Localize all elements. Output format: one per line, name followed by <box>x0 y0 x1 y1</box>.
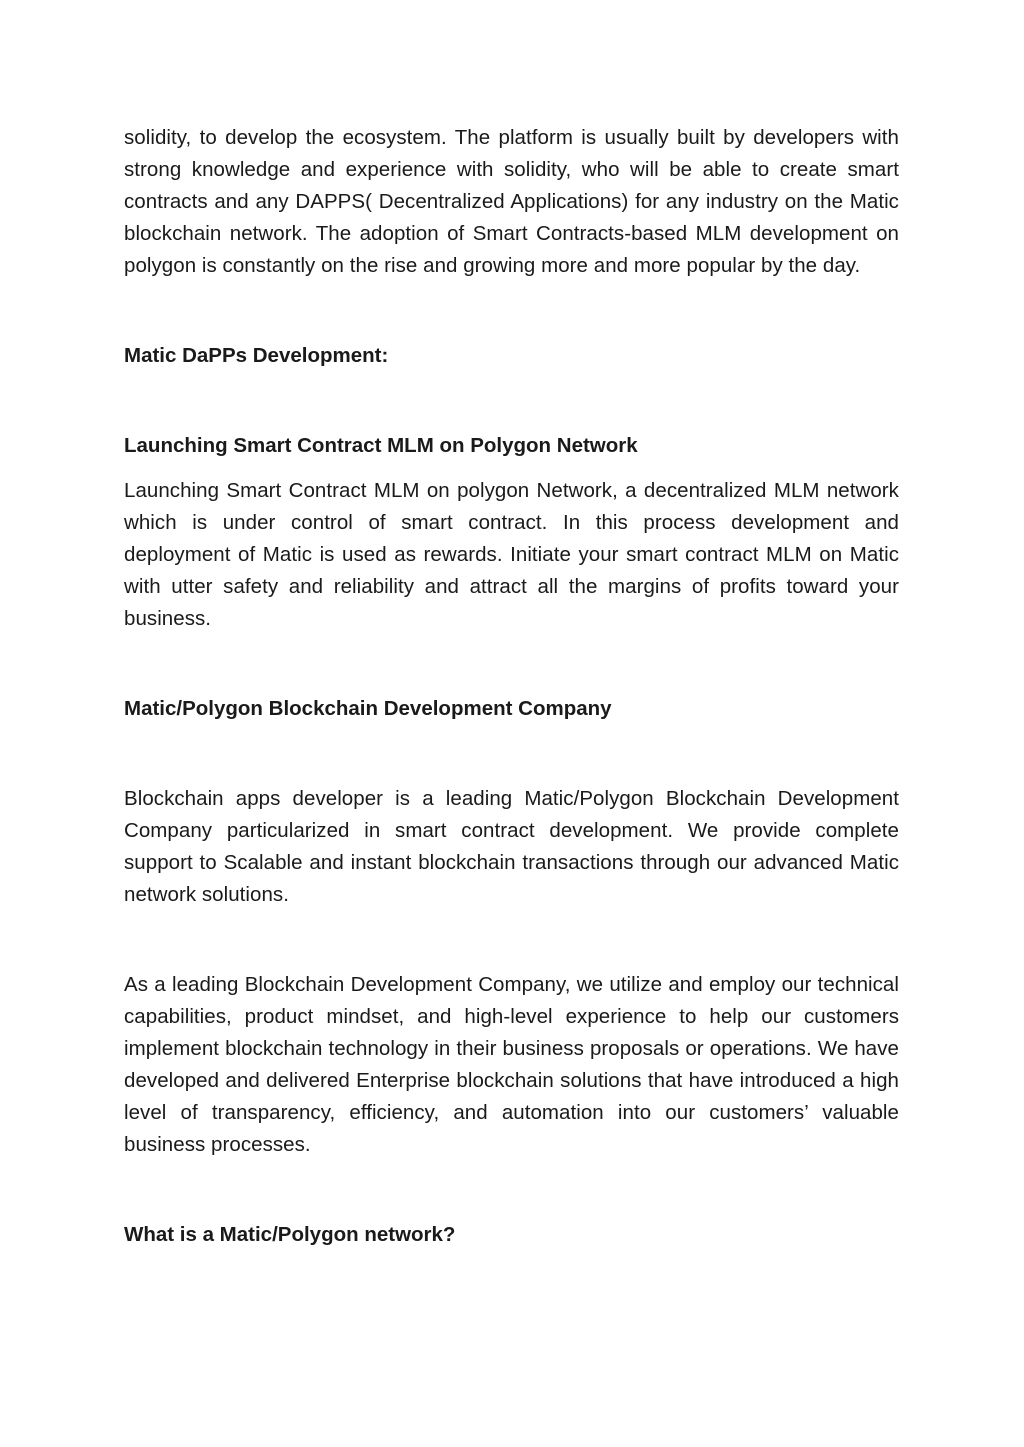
paragraph-solidity-ecosystem: solidity, to develop the ecosystem. The platform is usually built by developers with strong knowledge and experience with solidity, who will be able to create smart contracts and any DAPPS( Decentralized Applications) for any industry on the Matic blockchain network. The adoption of Smart Contracts-based MLM development on polygon is constantly on the rise and growing more and more popular by the day. <box>124 126 899 277</box>
heading-matic-dapps-development: Matic DaPPs Development: <box>124 344 389 367</box>
document-page <box>124 122 899 1251</box>
paragraph-leading-blockchain-company: As a leading Blockchain Development Company, we utilize and employ our technical capabilities, product mindset, and high-level experience to help our customers implement blockchain technology in their business proposals or operations. We have developed and delivered Enterprise blockchain solutions that have introduced a high level of transparency, efficiency, and automation into our customers’ valuable business processes. <box>124 973 899 1156</box>
paragraph-blockchain-apps-developer: Blockchain apps developer is a leading Matic/Polygon Blockchain Development Company particularized in smart contract development. We provide complete support to Scalable and instant blockchain transactions through our advanced Matic network solutions. <box>124 787 899 906</box>
heading-what-is-matic-polygon-network: What is a Matic/Polygon network? <box>124 1223 456 1246</box>
paragraph-launching-smart-contract-mlm: Launching Smart Contract MLM on polygon Network, a decentralized MLM network which is under control of smart contract. In this process development and deployment of Matic is used as rewards. Initiate your smart contract MLM on Matic with utter safety and reliability and attract all the margins of profits toward your business. <box>124 479 899 630</box>
heading-launching-smart-contract-mlm: Launching Smart Contract MLM on Polygon Network <box>124 434 638 457</box>
heading-blockchain-development-company: Matic/Polygon Blockchain Development Company <box>124 697 612 720</box>
